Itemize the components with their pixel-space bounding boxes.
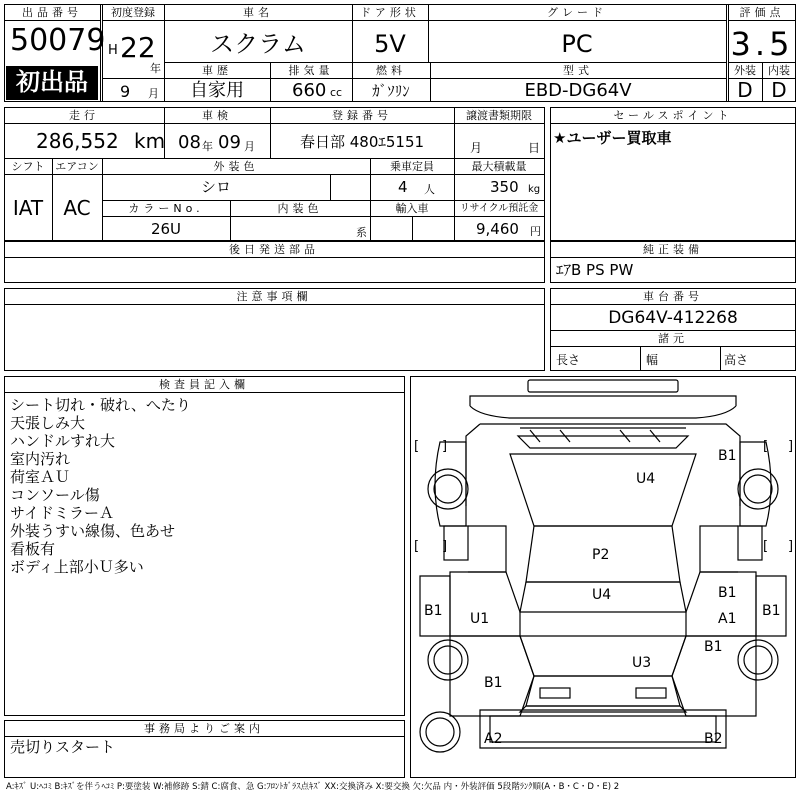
damage-code: B1 (424, 603, 443, 619)
first-listing-text: 初出品 (16, 68, 88, 96)
cc-unit: cc (330, 86, 343, 99)
later-parts-label: 後日発送部品 (229, 243, 319, 256)
max-load: 350 (490, 178, 519, 196)
car-diagram (410, 376, 796, 778)
history: 自家用 (190, 80, 244, 101)
width-label: 幅 (646, 353, 659, 367)
office-label: 事務局よりご案内 (144, 722, 264, 735)
chassis-label: 車台番号 (643, 290, 703, 303)
max-load-label: 最大積載量 (471, 160, 527, 173)
kg-unit: kg (528, 184, 541, 195)
damage-code: A2 (484, 731, 503, 747)
dims-label: 諸元 (658, 332, 688, 345)
interior-label: 内装 (768, 64, 790, 77)
color-no: 26U (150, 220, 182, 238)
bracket: ] (788, 539, 794, 554)
damage-code: U4 (636, 471, 656, 487)
door-label: ドア形状 (360, 6, 420, 19)
sales-point-panel (550, 107, 796, 241)
inspection-label: 車検 (202, 109, 232, 122)
import-label: 輸入車 (395, 202, 429, 215)
damage-code: B1 (484, 675, 503, 691)
damage-code: B2 (704, 731, 723, 747)
int-color-label: 内装色 (277, 202, 323, 215)
bracket: ] (442, 539, 448, 554)
rating-label: 評価点 (739, 6, 785, 19)
capacity-unit: 人 (424, 183, 435, 196)
inspector-note: 看板有 (10, 540, 56, 558)
damage-code: U1 (470, 611, 490, 627)
damage-code: B1 (762, 603, 781, 619)
sales-point-label: セールスポイント (613, 109, 733, 122)
chassis-number: DG64V-412268 (608, 308, 738, 328)
inspector-note: 外装うすい線傷、色あせ (10, 522, 176, 540)
bracket: [ (763, 439, 769, 454)
notes-label: 注意事項欄 (236, 290, 312, 303)
aircon: AC (63, 196, 91, 220)
inspector-note: 天張しみ大 (10, 414, 86, 432)
inspector-note: 室内汚れ (10, 450, 71, 468)
transfer-label: 譲渡書類期限 (466, 109, 532, 122)
mileage-label: 走行 (69, 109, 99, 122)
inspector-note: ハンドルすれ大 (10, 432, 116, 450)
exterior-grade: D (737, 78, 753, 102)
inspector-note: シート切れ・破れ、へたり (10, 396, 191, 414)
inspection-month: 09 (218, 132, 241, 153)
reg-month-unit: 月 (148, 87, 159, 100)
inspector-note: サイドミラーＡ (10, 504, 114, 522)
sales-point-text: ★ユーザー買取車 (553, 129, 672, 147)
genuine-equipment: ｴｱB PS PW (556, 261, 634, 279)
reg-month: 9 (120, 82, 131, 101)
damage-code: B1 (718, 448, 737, 464)
reg-year: 22 (120, 31, 156, 64)
length-label: 長さ (556, 353, 581, 367)
color-no-label: カラーNo. (128, 202, 204, 215)
registration-number: 春日部 480ｴ5151 (299, 133, 425, 151)
bracket: [ (763, 539, 769, 554)
bracket: ] (788, 439, 794, 454)
ext-color-label: 外装色 (213, 160, 259, 173)
capacity-label: 乗車定員 (390, 160, 434, 173)
capacity: 4 (398, 178, 408, 196)
car-name: スクラム (210, 30, 306, 58)
damage-code: U3 (632, 655, 652, 671)
transfer-day: 日 (528, 141, 541, 155)
recycle-fee: 9,460 (476, 220, 519, 238)
int-color-unit: 系 (356, 226, 367, 239)
damage-code: P2 (592, 547, 610, 563)
damage-code: U4 (592, 587, 612, 603)
genuine-label: 純正装備 (643, 243, 703, 256)
inspection-month-unit: 月 (244, 140, 255, 153)
fuel-label: 燃料 (376, 64, 406, 77)
km-unit: km (134, 129, 166, 153)
shift-label: シフト (11, 160, 45, 173)
damage-code: B1 (718, 585, 737, 601)
model-label: 型式 (563, 64, 593, 77)
recycle-label: リサイクル預託金 (459, 203, 539, 214)
damage-code: B1 (704, 639, 723, 655)
grade: PC (561, 30, 593, 58)
legend-text: A:ｷｽﾞ U:ﾍｺﾐ B:ｷｽﾞを伴うﾍｺﾐ P:要塗装 W:補修跡 S:錆 C:腐食、急 G:ﾌﾛﾝﾄｶﾞﾗｽ点ｷｽﾞ XX:交換済み X:要交換 欠:欠品 内・外装評価 5段階ﾗﾝｸ順(A・B・C・D・E) 2 (6, 782, 620, 792)
inspection-year: 08 (178, 132, 201, 153)
fuel: ｶﾞｿﾘﾝ (372, 82, 410, 100)
era: H (108, 43, 118, 58)
inspector-note: ボディ上部小Ｕ多い (10, 558, 144, 576)
displacement-label: 排気量 (288, 64, 334, 77)
ext-color: シロ (200, 178, 232, 196)
rating: 3.5 (730, 25, 794, 63)
door-type: 5V (374, 30, 406, 58)
transfer-month: 月 (470, 141, 483, 155)
model-code: EBD-DG64V (524, 80, 632, 101)
displacement: 660 (292, 80, 327, 101)
first-reg-label: 初度登録 (111, 6, 155, 19)
inspector-label: 検査員記入欄 (159, 378, 249, 391)
inspector-notes-list (10, 396, 191, 576)
damage-code: A1 (718, 611, 737, 627)
inspection-year-unit: 年 (202, 140, 213, 153)
lot-number: 50079 (10, 23, 106, 58)
lot-no-label: 出品番号 (22, 6, 82, 19)
reg-year-unit: 年 (150, 62, 161, 75)
bracket: [ (414, 439, 420, 454)
aircon-label: エアコン (55, 160, 99, 173)
inspector-note: コンソール傷 (10, 486, 100, 504)
shift: IAT (12, 196, 44, 220)
inspector-note: 荷室ＡＵ (10, 468, 71, 486)
yen-unit: 円 (530, 225, 541, 238)
reg-no-label: 登録番号 (332, 109, 392, 122)
bracket: ] (442, 439, 448, 454)
exterior-label: 外装 (734, 64, 756, 77)
height-label: 高さ (724, 353, 749, 367)
history-label: 車歴 (202, 64, 232, 77)
interior-grade: D (771, 78, 787, 102)
office-note: 売切りスタート (10, 738, 116, 756)
car-name-label: 車名 (243, 6, 273, 19)
bracket: [ (414, 539, 420, 554)
grade-label: グレード (547, 6, 607, 19)
mileage: 286,552 (36, 129, 119, 153)
